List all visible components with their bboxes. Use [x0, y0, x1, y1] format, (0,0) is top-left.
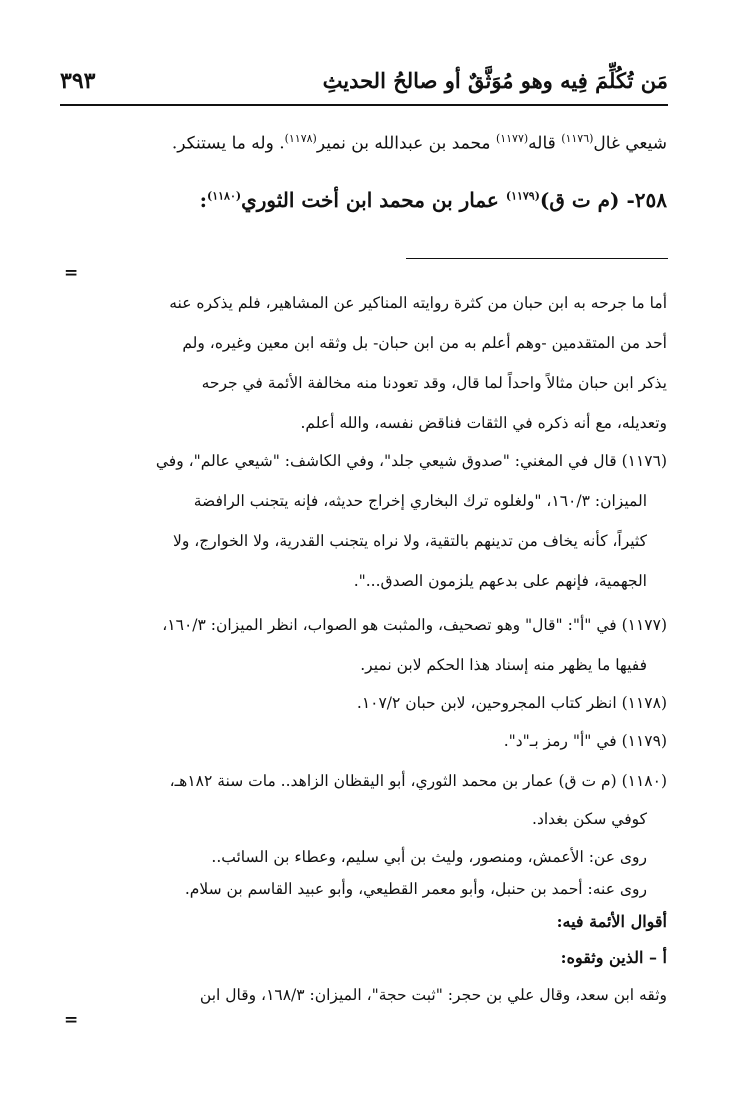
continuation-mark: = [64, 1010, 79, 1030]
footnote-1180: (١١٨٠) (م ت ق) عمار بن محمد الثوري، أبو اليقظان الزاهد.. مات سنة ١٨٢هـ، [169, 772, 667, 790]
footnote-line: ففيها ما يظهر منه إسناد هذا الحكم لابن نمير. [360, 656, 647, 674]
footnote-line: روى عنه: أحمد بن حنبل، وأبو معمر القطيعي، وأبو عبيد القاسم بن سلام. [184, 880, 647, 898]
footnote-line: أحد من المتقدمين -وهم أعلم به من ابن حبان- بل وثقه ابن معين وغيره، ولم [182, 334, 667, 352]
footnote-ref[interactable]: (١١٧٦) [561, 132, 594, 145]
footnote-line: أما ما جرحه به ابن حبان من كثرة روايته المناكير عن المشاهير، فلم يذكره عنه [169, 294, 667, 312]
narrator-name: عمار بن محمد ابن أخت الثوري [241, 188, 506, 212]
footnote-line: روى عن: الأعمش، ومنصور، وليث بن أبي سليم، وعطاء بن السائب.. [211, 848, 647, 866]
footnote-line: وثقه ابن سعد، وقال علي بن حجر: "ثبت حجة"، الميزان: ١٦٨/٣، وقال ابن [199, 986, 667, 1004]
body-text-part: قاله [528, 133, 562, 154]
footnote-1179: (١١٧٩) في "أ" رمز بـ"د". [503, 732, 667, 750]
footnote-ref[interactable]: (١١٧٧) [495, 132, 529, 145]
footnote-line: وتعديله، مع أنه ذكره في الثقات فناقض نفسه، والله أعلم. [300, 414, 667, 432]
footnote-line: الميزان: ١٦٠/٣، "ولغلوه ترك البخاري إخراج حديثه، فإنه يتجنب الرافضة [193, 492, 647, 510]
body-text-line [172, 132, 667, 154]
trustworthy-section-heading: أ – الذين وثقوه: [560, 948, 667, 967]
footnote-line: الجهمية، فإنهم على بدعهم يلزمون الصدق...". [353, 572, 647, 590]
footnote-ref[interactable]: (١١٨٠) [207, 189, 242, 203]
footnote-line: يذكر ابن حبان مثالاً واحداً لما قال، وقد تعودنا منه مخالفة الأئمة في جرحه [201, 374, 667, 392]
footnote-1177: (١١٧٧) في "أ": "قال" وهو تصحيف، والمثبت هو الصواب، انظر الميزان: ١٦٠/٣، [162, 616, 667, 634]
footnote-1178: (١١٧٨) انظر كتاب المجروحين، لابن حبان ١٠٧/٢. [356, 694, 667, 712]
footnote-ref[interactable]: (١١٧٨) [284, 132, 317, 145]
narrator-entry-heading [200, 188, 667, 212]
page-number: ٣٩٣ [60, 68, 96, 94]
continuation-mark: = [64, 263, 79, 283]
footnote-line: كوفي سكن بغداد. [532, 810, 647, 828]
footnote-line: كثيراً، كأنه يخاف من تدينهم بالتقية، ولا نراه يتجنب القدرية، ولا الخوارج، ولا [173, 532, 647, 550]
footnote-separator [406, 258, 668, 259]
running-title: مَن تُكُلِّمَ فِيه وهو مُوَثَّقٌ أو صالحُ الحديثِ [322, 68, 668, 93]
page-header [60, 64, 668, 106]
body-text-part: محمد بن عبدالله بن نمير [316, 133, 496, 154]
body-text-part: . وله ما يستنكر. [171, 133, 285, 154]
footnote-1176: (١١٧٦) قال في المغني: "صدوق شيعي جلد"، وفي الكاشف: "شيعي عالم"، وفي [155, 452, 667, 470]
footnote-ref[interactable]: (١١٧٩) [505, 189, 540, 203]
body-text-part: شيعي غال [593, 133, 667, 154]
entry-number: ٢٥٨- (م ت ق) [539, 188, 667, 212]
entry-colon: : [199, 188, 208, 212]
imams-opinions-heading: أقوال الأئمة فيه: [556, 912, 667, 931]
